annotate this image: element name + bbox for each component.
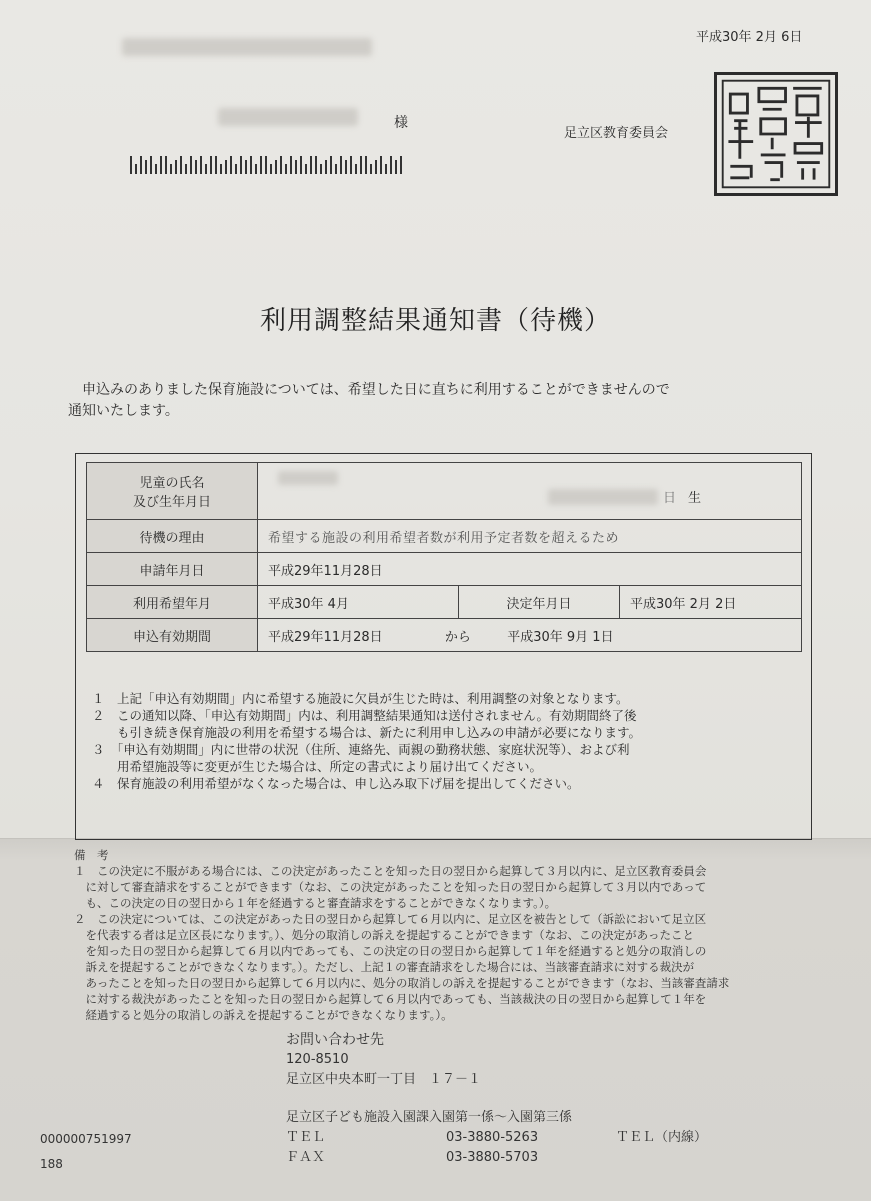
desired-month-label: 利用希望年月 [87, 586, 258, 619]
contact-heading: お問い合わせ先 [286, 1032, 384, 1048]
customer-barcode [130, 156, 406, 174]
valid-period-cell [258, 619, 802, 652]
document-title: 利用調整結果通知書（待機） [259, 306, 611, 336]
valid-to: 平成30年 9月 1日 [507, 629, 614, 645]
note-line: 用希望施設等に変更が生じた場合は、所定の書式により届け出てください。 [92, 759, 543, 774]
decision-date-label: 決定年月日 [459, 586, 620, 619]
remarks-line: 経過すると処分の取消しの訴えを提起することができなくなります。）。 [74, 1008, 453, 1022]
child-birthdate-label: 及び生年月日 [132, 495, 211, 510]
remarks-heading: 備 考 [74, 848, 109, 862]
birth-day-suffix: 日 [663, 491, 677, 506]
tel-label: ＴＥＬ [286, 1130, 326, 1145]
child-name-label: 児童の氏名 [139, 476, 205, 491]
remarks-section [74, 847, 729, 1023]
remarks-line: あったことを知った日の翌日から起算して６月以内に、処分の取消しの訴えを提起することができます（なお、当該審査請求 [74, 976, 730, 990]
reason-label: 待機の理由 [87, 520, 258, 553]
tel-ext-label: ＴＥＬ（内線） [616, 1130, 708, 1145]
note-line: も引き続き保育施設の利用を希望する場合は、新たに利用申し込みの申請が必要になります。 [92, 725, 642, 740]
remarks-line: ２ この決定については、この決定があった日の翌日から起算して６月以内に、足立区を被告として（訴訟において足立区 [74, 912, 707, 926]
contact-postal: 120-8510 [286, 1052, 349, 1067]
fax-value: 03-3880-5703 [446, 1150, 539, 1165]
document-number: 188 [40, 1157, 63, 1171]
official-seal-stamp [714, 72, 838, 196]
redacted-birthdate [548, 489, 658, 505]
remarks-line: に対する裁決があったことを知った日の翌日から起算して６月以内であっても、当該裁決の日の翌日から起算して１年を [74, 992, 707, 1006]
redacted-recipient-name [218, 108, 358, 126]
redacted-address [122, 38, 372, 56]
contact-tel-row [286, 1128, 707, 1148]
recipient-honorific: 様 [394, 115, 408, 131]
note-line: ２ この通知以降、「申込有効期間」内は、利用調整結果通知は送付されません。有効期間終了後 [92, 708, 637, 723]
intro-line-2: 通知いたします。 [68, 403, 179, 419]
contact-block [286, 1030, 707, 1168]
remarks-line: に対して審査請求をすることができます（なお、この決定があったことを知った日の翌日から起算して３月以内であって [74, 880, 707, 894]
birth-sei: 生 [688, 491, 702, 506]
redacted-child-name [278, 471, 338, 485]
issuer-name: 足立区教育委員会 [564, 126, 669, 141]
issue-date: 平成30年 2月 6日 [696, 30, 803, 45]
valid-kara: から [444, 629, 471, 645]
tel-value: 03-3880-5263 [446, 1130, 539, 1145]
notes-list [92, 690, 641, 792]
note-line: ３ 「申込有効期間」内に世帯の状況（住所、連絡先、両親の勤務状態、家庭状況等）、および利 [92, 742, 630, 757]
intro-paragraph [68, 380, 808, 422]
note-line: １ 上記「申込有効期間」内に希望する施設に欠員が生じた時は、利用調整の対象となります。 [92, 691, 629, 706]
child-info-cell [258, 463, 802, 520]
valid-from: 平成29年11月28日 [268, 629, 383, 645]
details-table [86, 462, 802, 652]
contact-fax-row [286, 1148, 707, 1168]
valid-period-label: 申込有効期間 [87, 619, 258, 652]
child-label-cell [87, 463, 258, 520]
intro-line-1: 申込みのありました保育施設については、希望した日に直ちに利用することができませんので [82, 382, 670, 398]
decision-date-value: 平成30年 2月 2日 [620, 586, 802, 619]
apply-date-value: 平成29年11月28日 [258, 553, 802, 586]
remarks-line: を代表する者は足立区長になります。）、処分の取消しの訴えを提起することができます（なお、この決定があったこと [74, 928, 694, 942]
remarks-line: １ この決定に不服がある場合には、この決定があったことを知った日の翌日から起算して３月以内に、足立区教育委員会 [74, 864, 707, 878]
desired-month-value: 平成30年 4月 [258, 586, 459, 619]
contact-address: 足立区中央本町一丁目 １７－１ [286, 1072, 482, 1087]
apply-date-label: 申請年月日 [87, 553, 258, 586]
note-line: ４ 保育施設の利用希望がなくなった場合は、申し込み取下げ届を提出してください。 [92, 776, 580, 791]
document-id: 000000751997 [40, 1132, 132, 1146]
fax-label: ＦＡＸ [286, 1150, 326, 1165]
reason-value: 希望する施設の利用希望者数が利用予定者数を超えるため [258, 520, 802, 553]
remarks-line: も、この決定の日の翌日から１年を経過すると審査請求をすることができなくなります。）。 [74, 896, 557, 910]
remarks-line: 訴えを提起することができなくなります。）。ただし、上記１の審査請求をした場合には、当該審査請求に対する裁決が [74, 960, 695, 974]
contact-department: 足立区子ども施設入園課入園第一係～入園第三係 [286, 1110, 573, 1125]
remarks-line: を知った日の翌日から起算して６月以内であっても、この決定の日の翌日から起算して１年を経過すると処分の取消しの [74, 944, 707, 958]
